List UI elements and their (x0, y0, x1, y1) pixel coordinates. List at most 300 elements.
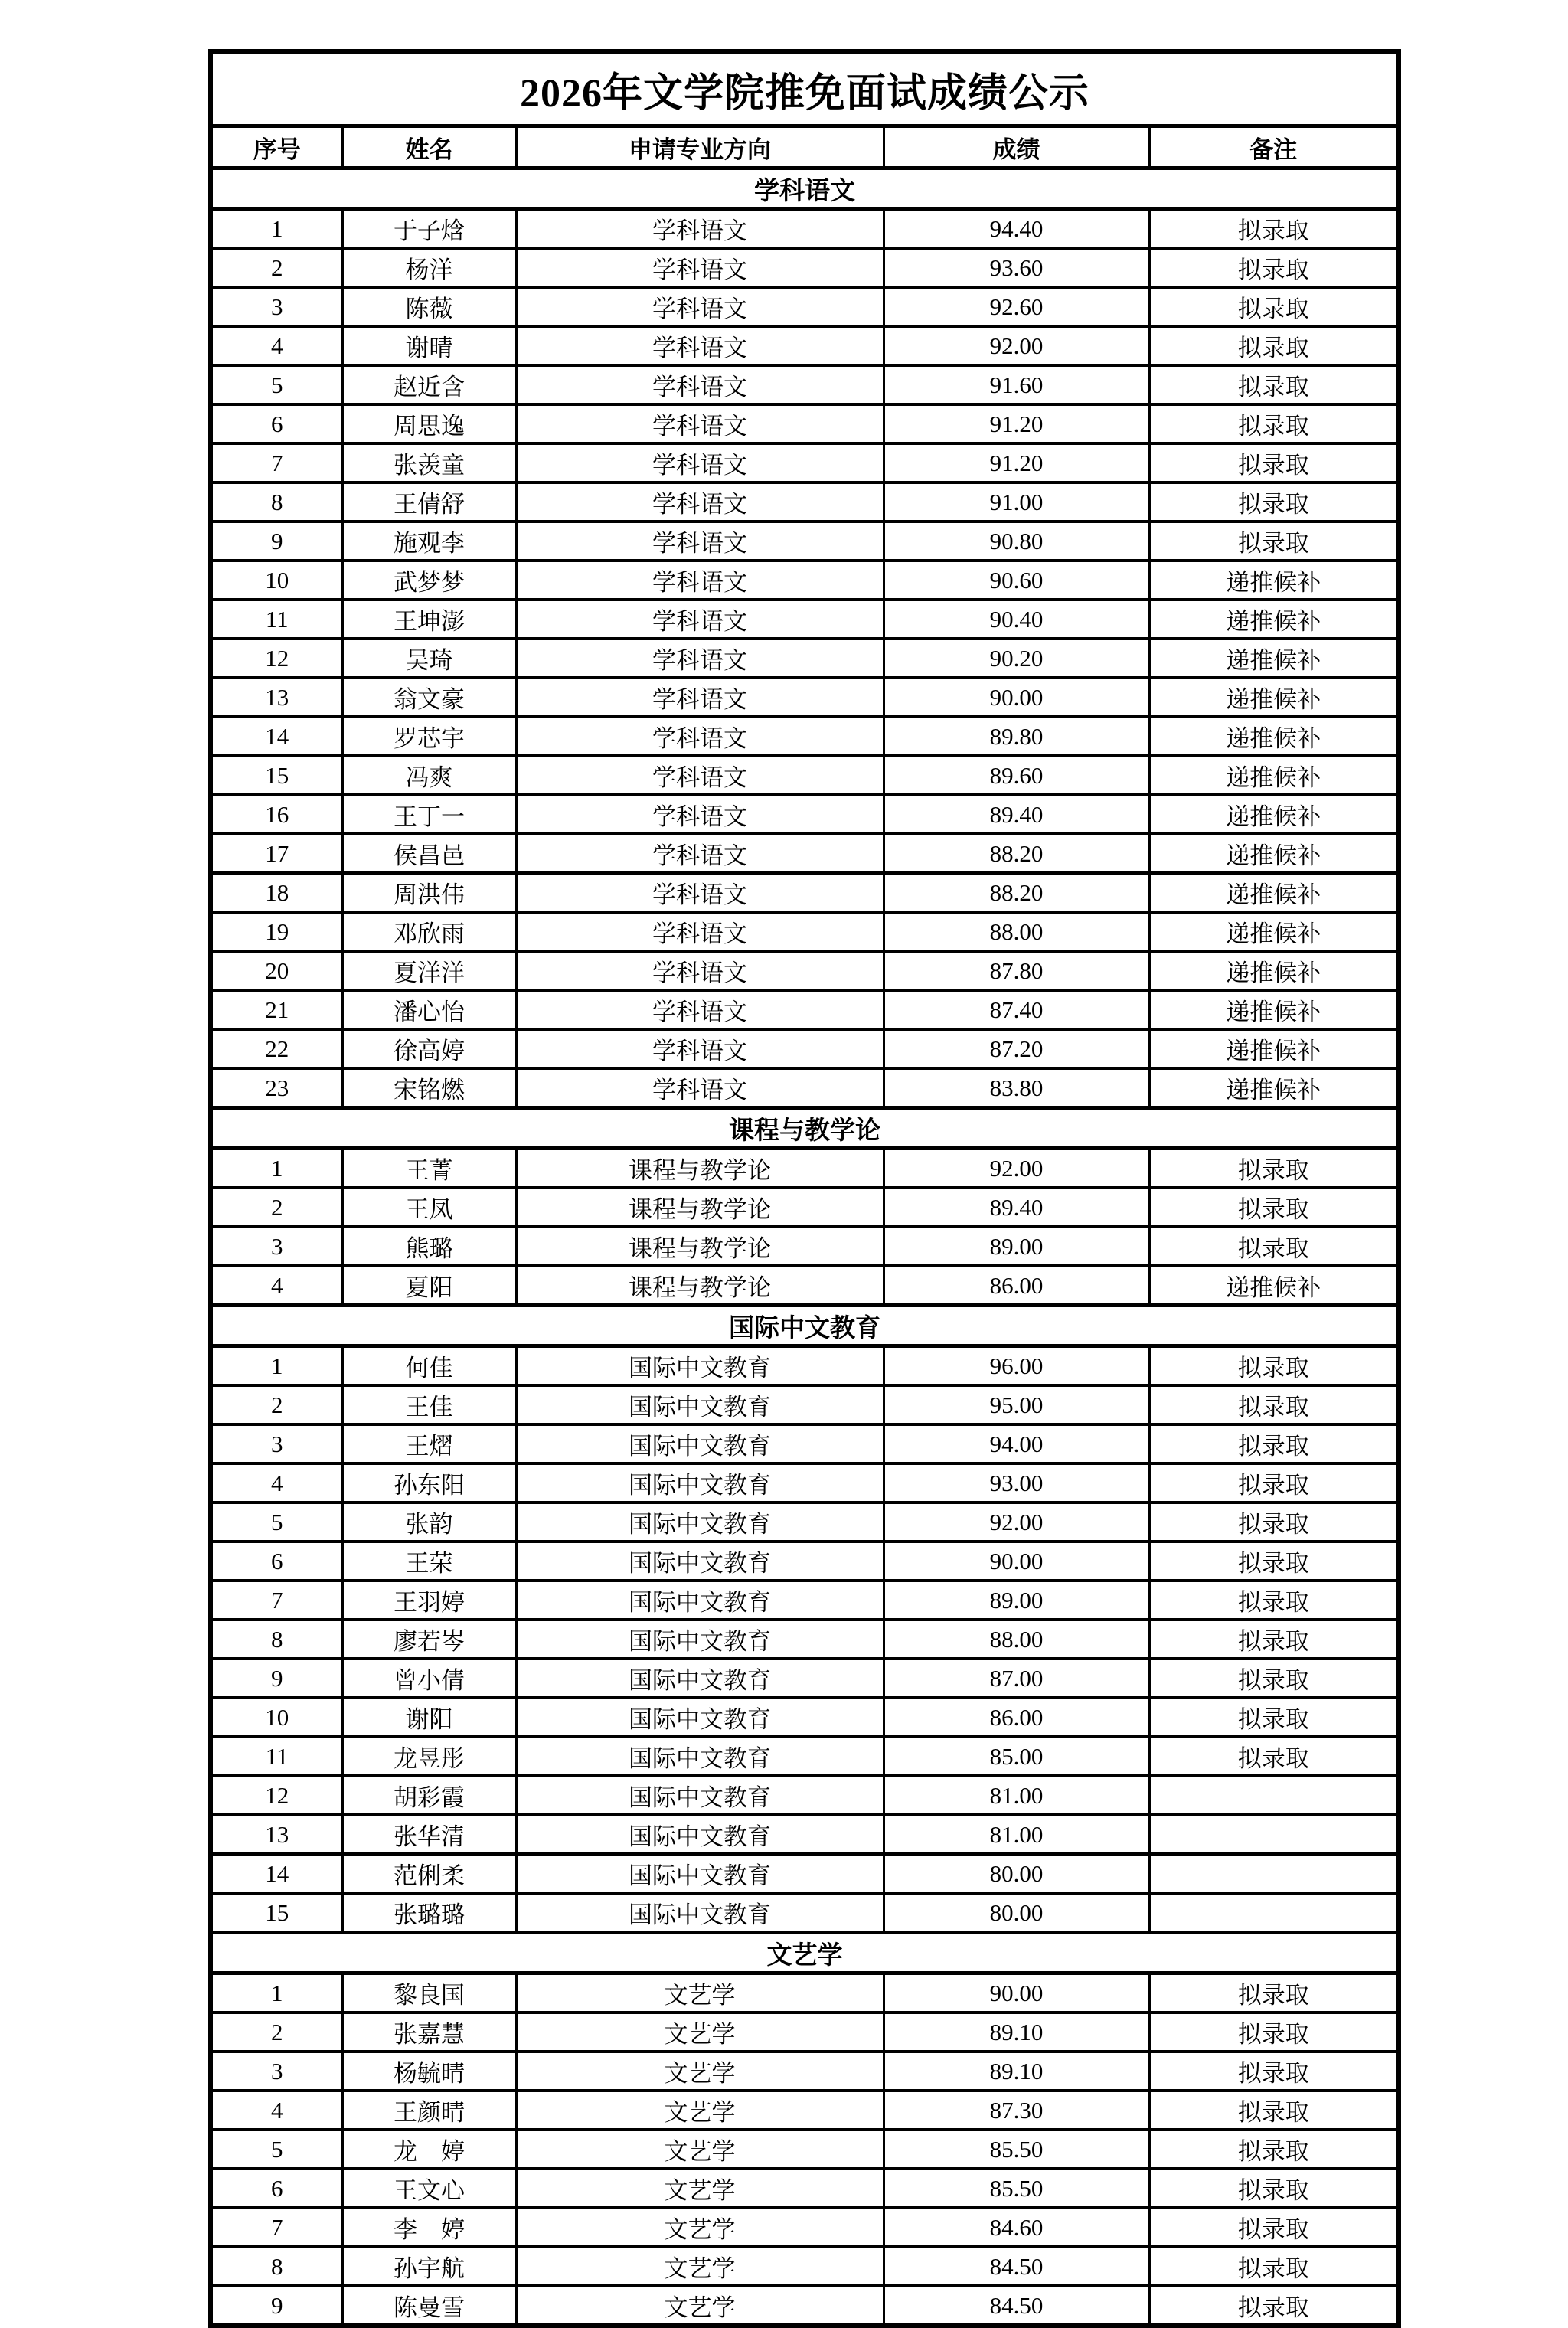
cell-remark (1149, 1776, 1399, 1815)
cell-remark: 拟录取 (1149, 1698, 1399, 1737)
cell-score: 86.00 (884, 1698, 1149, 1737)
cell-remark: 拟录取 (1149, 1149, 1399, 1189)
cell-index: 11 (211, 600, 342, 639)
section-header-row (211, 1108, 1399, 1149)
cell-score: 88.00 (884, 1620, 1149, 1659)
cell-major: 学科语文 (516, 1068, 884, 1108)
cell-remark: 拟录取 (1149, 1346, 1399, 1386)
cell-name: 张嘉慧 (342, 2012, 516, 2052)
cell-score: 87.00 (884, 1659, 1149, 1698)
results-table (208, 49, 1401, 2328)
cell-index: 14 (211, 1854, 342, 1893)
cell-remark: 递推候补 (1149, 756, 1399, 795)
cell-name: 熊璐 (342, 1227, 516, 1266)
cell-remark: 递推候补 (1149, 990, 1399, 1029)
cell-name: 孙东阳 (342, 1463, 516, 1502)
table-row (211, 482, 1399, 522)
cell-major: 学科语文 (516, 912, 884, 951)
table-row (211, 209, 1399, 249)
cell-name: 曾小倩 (342, 1659, 516, 1698)
cell-name: 张韵 (342, 1502, 516, 1542)
table-row (211, 951, 1399, 990)
cell-name: 徐高婷 (342, 1029, 516, 1068)
cell-name: 王倩舒 (342, 482, 516, 522)
cell-remark: 递推候补 (1149, 1068, 1399, 1108)
cell-name: 宋铭燃 (342, 1068, 516, 1108)
table-row (211, 2091, 1399, 2130)
cell-name: 王颜晴 (342, 2091, 516, 2130)
cell-major: 文艺学 (516, 2091, 884, 2130)
cell-score: 94.40 (884, 209, 1149, 249)
cell-score: 95.00 (884, 1385, 1149, 1424)
table-row (211, 1542, 1399, 1581)
cell-remark: 拟录取 (1149, 248, 1399, 287)
cell-major: 课程与教学论 (516, 1149, 884, 1189)
title-row (211, 51, 1399, 126)
table-row (211, 443, 1399, 482)
cell-score: 87.40 (884, 990, 1149, 1029)
cell-index: 4 (211, 1463, 342, 1502)
cell-score: 89.00 (884, 1581, 1149, 1620)
cell-major: 国际中文教育 (516, 1542, 884, 1581)
cell-score: 80.00 (884, 1893, 1149, 1933)
cell-remark (1149, 1854, 1399, 1893)
cell-remark: 递推候补 (1149, 678, 1399, 717)
cell-name: 廖若岑 (342, 1620, 516, 1659)
cell-major: 文艺学 (516, 2130, 884, 2169)
cell-remark: 拟录取 (1149, 482, 1399, 522)
table-row (211, 1424, 1399, 1463)
cell-score: 89.10 (884, 2012, 1149, 2052)
cell-score: 87.30 (884, 2091, 1149, 2130)
cell-index: 7 (211, 2208, 342, 2247)
section-header-row (211, 1933, 1399, 1973)
cell-index: 16 (211, 795, 342, 834)
cell-index: 3 (211, 1227, 342, 1266)
cell-name: 陈曼雪 (342, 2286, 516, 2326)
cell-major: 学科语文 (516, 678, 884, 717)
cell-name: 范俐柔 (342, 1854, 516, 1893)
cell-name: 于子焓 (342, 209, 516, 249)
cell-remark: 拟录取 (1149, 1463, 1399, 1502)
cell-index: 1 (211, 1346, 342, 1386)
cell-name: 胡彩霞 (342, 1776, 516, 1815)
table-row (211, 1698, 1399, 1737)
cell-score: 91.20 (884, 443, 1149, 482)
cell-major: 国际中文教育 (516, 1581, 884, 1620)
cell-major: 课程与教学论 (516, 1227, 884, 1266)
cell-remark: 拟录取 (1149, 522, 1399, 561)
cell-name: 周洪伟 (342, 873, 516, 912)
cell-name: 龙 婷 (342, 2130, 516, 2169)
table-row (211, 522, 1399, 561)
table-row (211, 2247, 1399, 2286)
cell-major: 学科语文 (516, 1029, 884, 1068)
table-row (211, 1737, 1399, 1776)
cell-index: 2 (211, 2012, 342, 2052)
cell-major: 国际中文教育 (516, 1346, 884, 1386)
cell-index: 11 (211, 1737, 342, 1776)
cell-index: 6 (211, 404, 342, 443)
cell-major: 国际中文教育 (516, 1698, 884, 1737)
cell-remark: 递推候补 (1149, 834, 1399, 873)
cell-name: 王菁 (342, 1149, 516, 1189)
cell-score: 87.20 (884, 1029, 1149, 1068)
cell-score: 90.00 (884, 678, 1149, 717)
cell-index: 4 (211, 1266, 342, 1306)
cell-remark (1149, 1893, 1399, 1933)
cell-remark: 拟录取 (1149, 1385, 1399, 1424)
cell-remark: 递推候补 (1149, 951, 1399, 990)
section-header-row (211, 168, 1399, 209)
table-row (211, 1188, 1399, 1227)
cell-index: 8 (211, 2247, 342, 2286)
cell-index: 6 (211, 1542, 342, 1581)
table-row (211, 717, 1399, 756)
table-row (211, 873, 1399, 912)
cell-name: 周思逸 (342, 404, 516, 443)
table-row (211, 1973, 1399, 2013)
cell-name: 侯昌邑 (342, 834, 516, 873)
table-row (211, 639, 1399, 678)
table-row (211, 912, 1399, 951)
cell-name: 翁文豪 (342, 678, 516, 717)
cell-major: 文艺学 (516, 2012, 884, 2052)
cell-index: 10 (211, 561, 342, 600)
cell-remark: 递推候补 (1149, 717, 1399, 756)
table-row (211, 1346, 1399, 1386)
column-header-index: 序号 (211, 126, 342, 168)
cell-remark: 拟录取 (1149, 404, 1399, 443)
section-title: 课程与教学论 (211, 1108, 1399, 1149)
cell-major: 学科语文 (516, 404, 884, 443)
cell-major: 国际中文教育 (516, 1737, 884, 1776)
cell-name: 吴琦 (342, 639, 516, 678)
cell-remark: 递推候补 (1149, 1266, 1399, 1306)
cell-major: 国际中文教育 (516, 1659, 884, 1698)
table-row (211, 1620, 1399, 1659)
cell-remark: 递推候补 (1149, 873, 1399, 912)
cell-major: 文艺学 (516, 2169, 884, 2208)
cell-name: 潘心怡 (342, 990, 516, 1029)
cell-remark: 拟录取 (1149, 1737, 1399, 1776)
cell-index: 18 (211, 873, 342, 912)
cell-name: 武梦梦 (342, 561, 516, 600)
cell-score: 90.80 (884, 522, 1149, 561)
cell-index: 12 (211, 639, 342, 678)
table-row (211, 1227, 1399, 1266)
cell-major: 学科语文 (516, 209, 884, 249)
table-row (211, 2208, 1399, 2247)
cell-score: 90.20 (884, 639, 1149, 678)
cell-score: 84.60 (884, 2208, 1149, 2247)
cell-major: 学科语文 (516, 365, 884, 404)
cell-index: 23 (211, 1068, 342, 1108)
cell-remark: 拟录取 (1149, 365, 1399, 404)
cell-score: 90.60 (884, 561, 1149, 600)
cell-score: 83.80 (884, 1068, 1149, 1108)
cell-major: 学科语文 (516, 443, 884, 482)
cell-index: 13 (211, 678, 342, 717)
section-header-row (211, 1306, 1399, 1346)
table-row (211, 1893, 1399, 1933)
table-row (211, 287, 1399, 326)
table-row (211, 1854, 1399, 1893)
cell-name: 王荣 (342, 1542, 516, 1581)
cell-score: 93.60 (884, 248, 1149, 287)
cell-name: 罗芯宇 (342, 717, 516, 756)
cell-name: 施观李 (342, 522, 516, 561)
cell-index: 9 (211, 522, 342, 561)
cell-score: 85.00 (884, 1737, 1149, 1776)
cell-major: 文艺学 (516, 1973, 884, 2013)
cell-index: 15 (211, 1893, 342, 1933)
cell-name: 张华清 (342, 1815, 516, 1854)
cell-index: 2 (211, 1385, 342, 1424)
cell-index: 17 (211, 834, 342, 873)
cell-score: 93.00 (884, 1463, 1149, 1502)
cell-name: 王佳 (342, 1385, 516, 1424)
cell-remark: 拟录取 (1149, 2169, 1399, 2208)
cell-score: 87.80 (884, 951, 1149, 990)
table-row (211, 326, 1399, 365)
cell-index: 7 (211, 1581, 342, 1620)
table-row (211, 990, 1399, 1029)
cell-score: 92.60 (884, 287, 1149, 326)
cell-index: 8 (211, 482, 342, 522)
cell-index: 22 (211, 1029, 342, 1068)
table-row (211, 1029, 1399, 1068)
cell-score: 92.00 (884, 1149, 1149, 1189)
column-header-score: 成绩 (884, 126, 1149, 168)
cell-major: 文艺学 (516, 2052, 884, 2091)
cell-major: 学科语文 (516, 287, 884, 326)
cell-major: 国际中文教育 (516, 1385, 884, 1424)
cell-score: 89.40 (884, 795, 1149, 834)
cell-major: 学科语文 (516, 326, 884, 365)
cell-score: 94.00 (884, 1424, 1149, 1463)
cell-score: 84.50 (884, 2247, 1149, 2286)
cell-major: 学科语文 (516, 834, 884, 873)
cell-remark: 拟录取 (1149, 2052, 1399, 2091)
cell-major: 学科语文 (516, 248, 884, 287)
column-header-name: 姓名 (342, 126, 516, 168)
table-row (211, 1385, 1399, 1424)
cell-major: 学科语文 (516, 873, 884, 912)
cell-score: 89.40 (884, 1188, 1149, 1227)
column-header-major: 申请专业方向 (516, 126, 884, 168)
cell-remark: 拟录取 (1149, 1502, 1399, 1542)
cell-remark: 拟录取 (1149, 326, 1399, 365)
cell-major: 国际中文教育 (516, 1776, 884, 1815)
cell-remark: 递推候补 (1149, 795, 1399, 834)
cell-name: 张璐璐 (342, 1893, 516, 1933)
cell-remark: 递推候补 (1149, 639, 1399, 678)
cell-index: 12 (211, 1776, 342, 1815)
cell-score: 89.60 (884, 756, 1149, 795)
page-title: 2026年文学院推免面试成绩公示 (211, 51, 1399, 126)
cell-index: 10 (211, 1698, 342, 1737)
cell-name: 龙昱彤 (342, 1737, 516, 1776)
cell-major: 国际中文教育 (516, 1854, 884, 1893)
table-row (211, 600, 1399, 639)
cell-score: 96.00 (884, 1346, 1149, 1386)
cell-remark: 递推候补 (1149, 561, 1399, 600)
cell-remark (1149, 1815, 1399, 1854)
cell-score: 88.20 (884, 873, 1149, 912)
cell-index: 5 (211, 1502, 342, 1542)
table-row (211, 1463, 1399, 1502)
cell-major: 学科语文 (516, 639, 884, 678)
table-row (211, 1776, 1399, 1815)
cell-index: 5 (211, 2130, 342, 2169)
cell-major: 学科语文 (516, 990, 884, 1029)
cell-major: 国际中文教育 (516, 1893, 884, 1933)
cell-name: 邓欣雨 (342, 912, 516, 951)
cell-score: 84.50 (884, 2286, 1149, 2326)
cell-score: 80.00 (884, 1854, 1149, 1893)
table-row (211, 1581, 1399, 1620)
cell-remark: 拟录取 (1149, 2208, 1399, 2247)
cell-remark: 拟录取 (1149, 2247, 1399, 2286)
cell-index: 1 (211, 1149, 342, 1189)
table-row (211, 795, 1399, 834)
cell-score: 89.00 (884, 1227, 1149, 1266)
cell-index: 3 (211, 2052, 342, 2091)
cell-major: 文艺学 (516, 2247, 884, 2286)
cell-major: 学科语文 (516, 795, 884, 834)
table-row (211, 2286, 1399, 2326)
table-row (211, 1068, 1399, 1108)
cell-index: 2 (211, 1188, 342, 1227)
cell-score: 91.00 (884, 482, 1149, 522)
cell-name: 王羽婷 (342, 1581, 516, 1620)
cell-name: 黎良国 (342, 1973, 516, 2013)
table-row (211, 1502, 1399, 1542)
cell-major: 国际中文教育 (516, 1424, 884, 1463)
cell-name: 冯爽 (342, 756, 516, 795)
table-row (211, 678, 1399, 717)
cell-index: 3 (211, 287, 342, 326)
cell-score: 91.60 (884, 365, 1149, 404)
cell-major: 学科语文 (516, 717, 884, 756)
cell-score: 88.00 (884, 912, 1149, 951)
table-row (211, 834, 1399, 873)
cell-major: 文艺学 (516, 2208, 884, 2247)
cell-remark: 拟录取 (1149, 1659, 1399, 1698)
cell-major: 课程与教学论 (516, 1188, 884, 1227)
cell-remark: 拟录取 (1149, 209, 1399, 249)
cell-score: 92.00 (884, 1502, 1149, 1542)
cell-name: 杨洋 (342, 248, 516, 287)
cell-major: 国际中文教育 (516, 1815, 884, 1854)
cell-major: 学科语文 (516, 522, 884, 561)
cell-remark: 拟录取 (1149, 2091, 1399, 2130)
cell-index: 7 (211, 443, 342, 482)
cell-remark: 拟录取 (1149, 1620, 1399, 1659)
cell-major: 学科语文 (516, 561, 884, 600)
cell-major: 学科语文 (516, 756, 884, 795)
table-row (211, 248, 1399, 287)
cell-remark: 拟录取 (1149, 2286, 1399, 2326)
cell-index: 3 (211, 1424, 342, 1463)
cell-major: 学科语文 (516, 951, 884, 990)
section-title: 文艺学 (211, 1933, 1399, 1973)
cell-major: 学科语文 (516, 600, 884, 639)
cell-name: 杨毓晴 (342, 2052, 516, 2091)
table-row (211, 404, 1399, 443)
cell-index: 8 (211, 1620, 342, 1659)
table-row (211, 561, 1399, 600)
cell-name: 谢阳 (342, 1698, 516, 1737)
cell-score: 86.00 (884, 1266, 1149, 1306)
cell-index: 19 (211, 912, 342, 951)
cell-remark: 拟录取 (1149, 1424, 1399, 1463)
cell-score: 85.50 (884, 2130, 1149, 2169)
section-title: 学科语文 (211, 168, 1399, 209)
cell-name: 王熠 (342, 1424, 516, 1463)
cell-name: 何佳 (342, 1346, 516, 1386)
cell-score: 90.00 (884, 1973, 1149, 2013)
cell-name: 王凤 (342, 1188, 516, 1227)
cell-name: 王丁一 (342, 795, 516, 834)
cell-score: 88.20 (884, 834, 1149, 873)
table-row (211, 2169, 1399, 2208)
table-row (211, 756, 1399, 795)
table-row (211, 2012, 1399, 2052)
cell-index: 9 (211, 1659, 342, 1698)
cell-major: 国际中文教育 (516, 1463, 884, 1502)
cell-major: 学科语文 (516, 482, 884, 522)
cell-remark: 拟录取 (1149, 1581, 1399, 1620)
table-row (211, 1815, 1399, 1854)
table-row (211, 365, 1399, 404)
cell-remark: 拟录取 (1149, 1542, 1399, 1581)
table-row (211, 1659, 1399, 1698)
table-body (211, 51, 1399, 2326)
cell-name: 赵近含 (342, 365, 516, 404)
cell-index: 15 (211, 756, 342, 795)
cell-name: 陈薇 (342, 287, 516, 326)
cell-name: 谢晴 (342, 326, 516, 365)
table-row (211, 2052, 1399, 2091)
cell-name: 夏洋洋 (342, 951, 516, 990)
cell-index: 14 (211, 717, 342, 756)
cell-remark: 拟录取 (1149, 1188, 1399, 1227)
cell-score: 85.50 (884, 2169, 1149, 2208)
column-header-row (211, 126, 1399, 168)
column-header-remark: 备注 (1149, 126, 1399, 168)
cell-score: 90.40 (884, 600, 1149, 639)
cell-index: 4 (211, 326, 342, 365)
cell-index: 1 (211, 209, 342, 249)
cell-name: 王坤澎 (342, 600, 516, 639)
cell-remark: 拟录取 (1149, 2130, 1399, 2169)
cell-index: 21 (211, 990, 342, 1029)
table-row (211, 2130, 1399, 2169)
cell-index: 20 (211, 951, 342, 990)
cell-remark: 拟录取 (1149, 1227, 1399, 1266)
cell-name: 张羡童 (342, 443, 516, 482)
cell-score: 89.10 (884, 2052, 1149, 2091)
cell-remark: 拟录取 (1149, 443, 1399, 482)
cell-score: 90.00 (884, 1542, 1149, 1581)
section-title: 国际中文教育 (211, 1306, 1399, 1346)
cell-remark: 拟录取 (1149, 287, 1399, 326)
cell-remark: 拟录取 (1149, 1973, 1399, 2013)
cell-name: 夏阳 (342, 1266, 516, 1306)
cell-remark: 递推候补 (1149, 912, 1399, 951)
